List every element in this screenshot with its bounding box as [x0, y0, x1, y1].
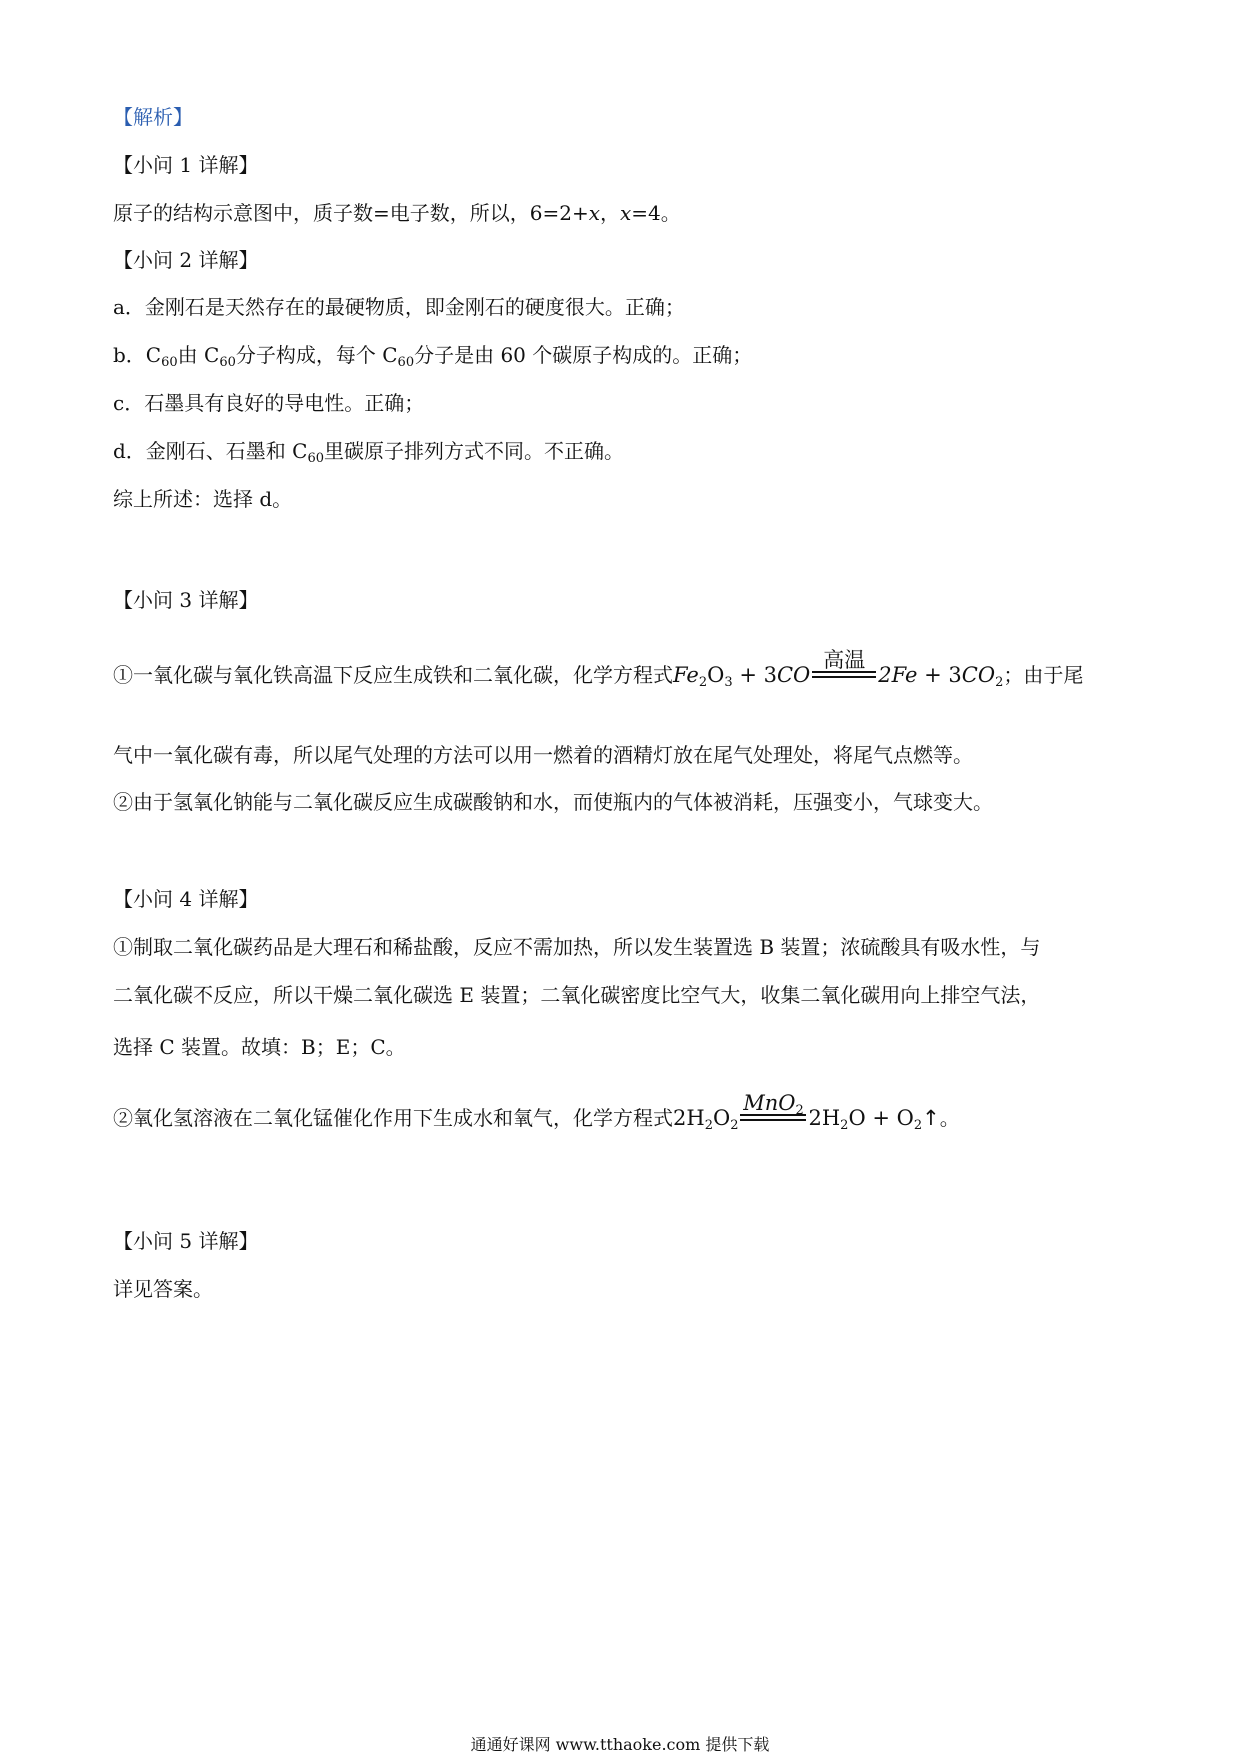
- q4-paragraph-1-line1: ①制取二氧化碳药品是大理石和稀盐酸，反应不需加热，所以发生装置选 B 装置；浓硫酸具有吸水性，与: [113, 935, 1041, 959]
- eq2-condition-text: [740, 1091, 806, 1118]
- eq1-rhs-fe: 2Fe: [878, 663, 918, 687]
- q2-option-d: [113, 436, 624, 466]
- q1-var-x: x: [588, 201, 601, 225]
- eq1-equal-bars: [812, 671, 876, 678]
- q4-paragraph-2: [113, 1091, 960, 1133]
- footer-source: 通通好课网 www.tthaoke.com 提供下载: [470, 1735, 770, 1754]
- eq2-lhs-o: O: [712, 1106, 731, 1130]
- eq1-lhs-fe-sub: 2: [698, 675, 708, 690]
- eq1-rhs-co-sub: 2: [995, 675, 1004, 690]
- q3-p1-tail: ；由于尾: [1003, 663, 1084, 687]
- eq2-lhs-sub1: 2: [704, 1118, 713, 1133]
- eq2-rhs2-sub: 2: [913, 1118, 923, 1133]
- analysis-heading: 【解析】: [113, 105, 193, 129]
- q2-title: 【小问 2 详解】: [113, 248, 259, 272]
- eq1-condition-text: 高温: [823, 648, 866, 672]
- q2-b-pre: b．C: [113, 343, 162, 367]
- q2-b-mid1: 由 C: [177, 343, 220, 367]
- eq1-lhs-o-sub: 3: [724, 675, 733, 690]
- eq2-cond-mn: MnO: [743, 1091, 796, 1115]
- gas-up-arrow-icon: ↑: [922, 1106, 940, 1130]
- q4-p2-tail: 。: [939, 1106, 960, 1130]
- eq1-rhs-co: CO: [961, 663, 996, 687]
- eq2-cond-sub: 2: [795, 1103, 804, 1118]
- q2-summary: 综上所述：选择 d。: [113, 487, 293, 511]
- eq2-rhs1-sub: 2: [840, 1118, 849, 1133]
- equation-hydrogen-peroxide: [673, 1091, 940, 1133]
- q1-text-a: 原子的结构示意图中，质子数=电子数，所以，6=2+: [113, 201, 589, 225]
- q2-d-sub: 60: [307, 451, 325, 466]
- eq1-lhs-plus: + 3: [732, 663, 777, 687]
- q2-b-sub1: 60: [161, 355, 178, 370]
- q2-d-pre: d．金刚石、石墨和 C: [113, 439, 308, 463]
- q4-title: 【小问 4 详解】: [113, 887, 259, 911]
- equation-iron-oxide: [673, 648, 1004, 690]
- q4-paragraph-1-line2: 二氧化碳不反应，所以干燥二氧化碳选 E 装置；二氧化碳密度比空气大，收集二氧化碳用向上排空气法，: [113, 983, 1041, 1007]
- q5-text: 详见答案。: [113, 1277, 213, 1301]
- q3-paragraph-1-line2: 气中一氧化碳有毒，所以尾气处理的方法可以用一燃着的酒精灯放在尾气处理处，将尾气点燃等。: [113, 743, 973, 767]
- q3-title: 【小问 3 详解】: [113, 588, 259, 612]
- eq1-lhs-fe: Fe: [673, 663, 699, 687]
- q3-paragraph-2: ②由于氢氧化钠能与二氧化碳反应生成碳酸钠和水，而使瓶内的气体被消耗，压强变小，气球变大。: [113, 790, 993, 814]
- eq1-rhs-plus: + 3: [917, 663, 962, 687]
- eq2-rhs1: 2H: [808, 1106, 841, 1130]
- q1-text-b: ，: [600, 201, 621, 225]
- q1-text-c: =4。: [631, 201, 681, 225]
- q4-paragraph-1-line3: 选择 C 装置。故填：B；E；C。: [113, 1035, 406, 1059]
- q3-paragraph-1: [113, 648, 1084, 690]
- q2-option-b: [113, 340, 752, 370]
- q1-title: 【小问 1 详解】: [113, 153, 259, 177]
- q2-b-sub3: 60: [397, 355, 415, 370]
- eq2-rhs-plus: + O: [865, 1106, 914, 1130]
- q2-b-post: 分子是由 60 个碳原子构成的。正确；: [414, 343, 753, 367]
- q2-b-mid2: 分子构成，每个 C: [235, 343, 398, 367]
- q1-var-x2: x: [620, 201, 632, 225]
- eq2-lhs: 2H: [673, 1106, 705, 1130]
- eq1-condition: [812, 648, 876, 690]
- q2-option-a: a．金刚石是天然存在的最硬物质，即金刚石的硬度很大。正确；: [113, 295, 685, 319]
- q5-title: 【小问 5 详解】: [113, 1229, 259, 1253]
- q4-p2-text: ②氧化氢溶液在二氧化锰催化作用下生成水和氧气，化学方程式: [113, 1106, 673, 1130]
- q2-option-c: c．石墨具有良好的导电性。正确；: [113, 391, 425, 415]
- eq2-rhs1-o: O: [848, 1106, 866, 1130]
- eq2-condition: [740, 1091, 806, 1133]
- q2-b-sub2: 60: [219, 355, 236, 370]
- eq2-lhs-sub2: 2: [730, 1118, 739, 1133]
- q1-text: [113, 198, 681, 228]
- q2-d-post: 里碳原子排列方式不同。不正确。: [324, 439, 625, 463]
- eq1-lhs-o: O: [707, 663, 725, 687]
- q3-p1-text: ①一氧化碳与氧化铁高温下反应生成铁和二氧化碳，化学方程式: [113, 663, 673, 687]
- eq1-lhs-co: CO: [776, 663, 811, 687]
